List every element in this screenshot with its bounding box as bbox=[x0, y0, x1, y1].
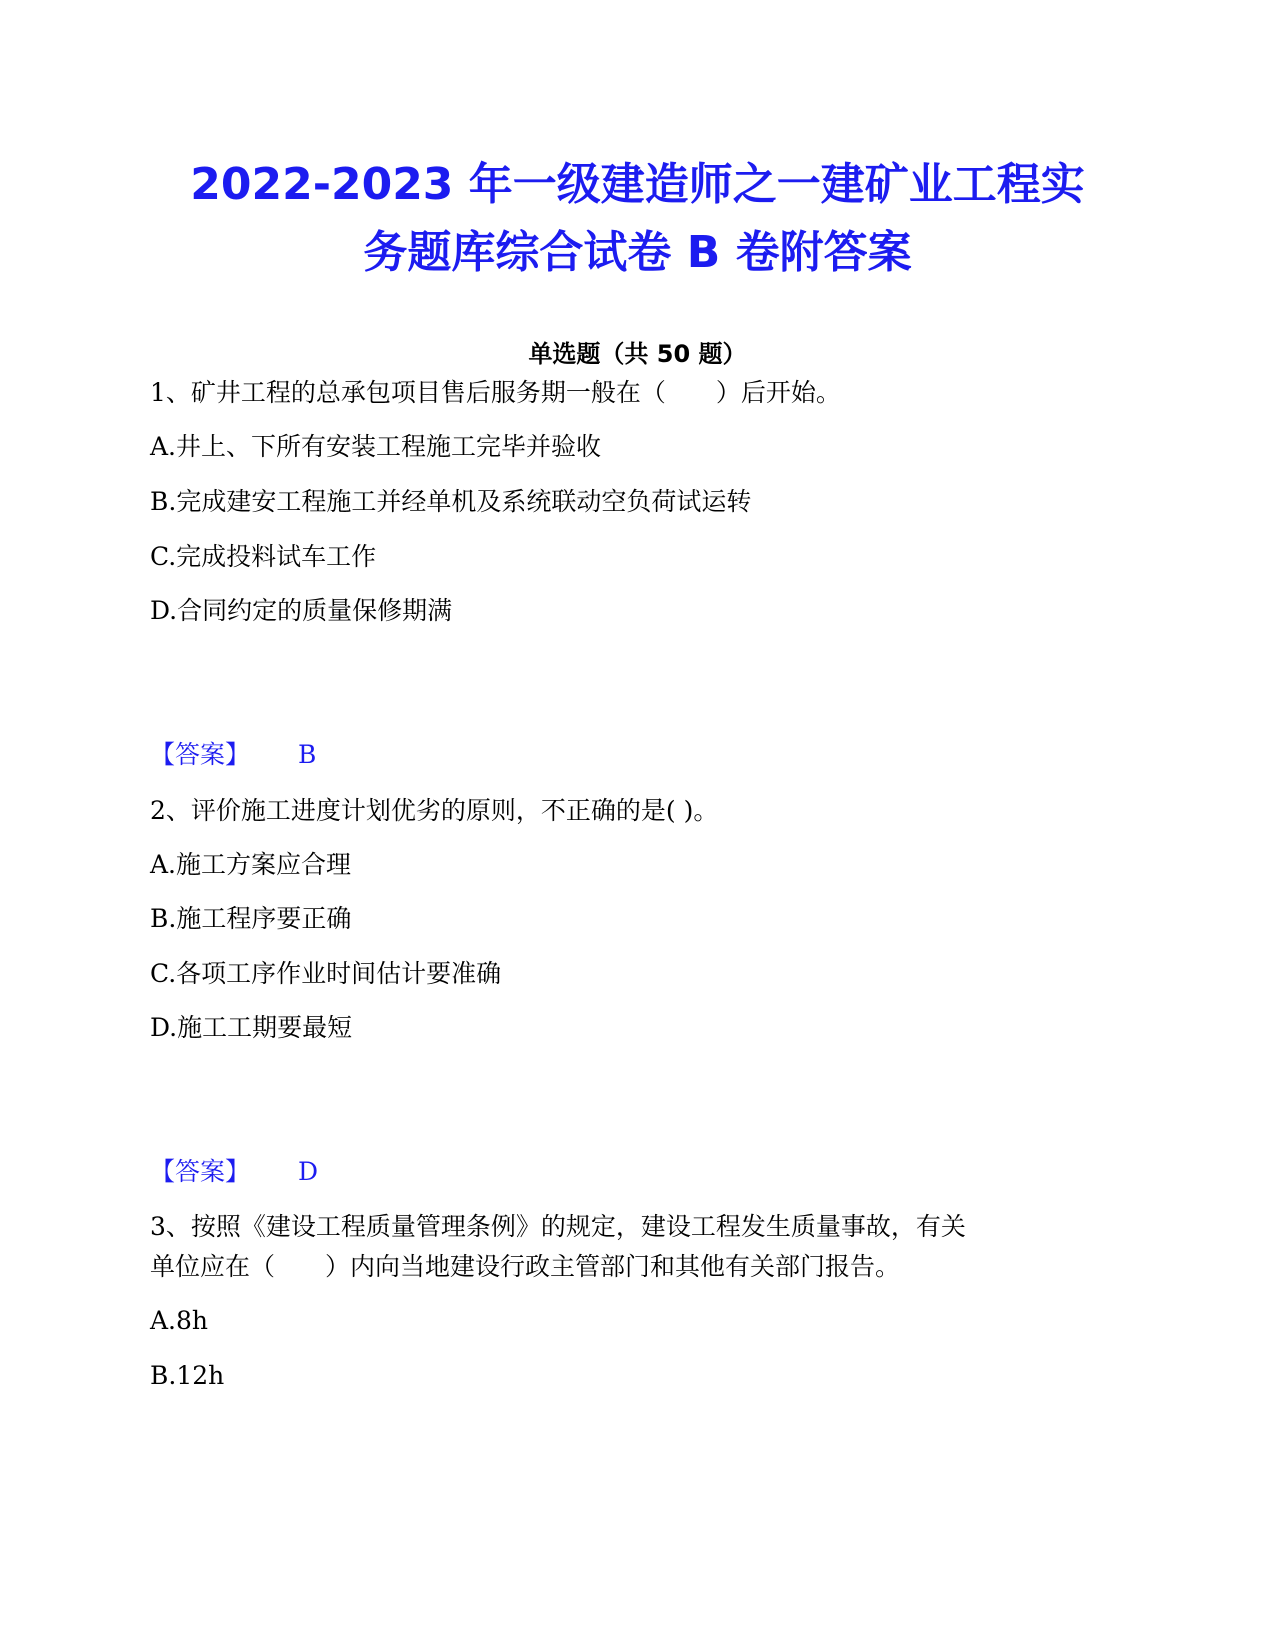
document-title-line-2: 务题库综合试卷 B 卷附答案 bbox=[363, 227, 912, 278]
answer-value: B bbox=[298, 740, 317, 769]
question-3-stem-line-1: 3、按照《建设工程质量管理条例》的规定，建设工程发生质量事故，有关 bbox=[150, 1212, 966, 1241]
question-2-option-d: D.施工工期要最短 bbox=[150, 1013, 353, 1042]
document-title-line-1: 2022-2023 年一级建造师之一建矿业工程实 bbox=[190, 159, 1085, 210]
question-1-option-c: C.完成投料试车工作 bbox=[150, 542, 377, 571]
question-1-option-a: A.井上、下所有安装工程施工完毕并验收 bbox=[150, 432, 602, 461]
question-2-option-b: B.施工程序要正确 bbox=[150, 904, 352, 933]
answer-label: 【答案】 bbox=[150, 740, 251, 769]
question-3-stem-line-2: 单位应在（ ）内向当地建设行政主管部门和其他有关部门报告。 bbox=[150, 1252, 901, 1281]
question-2-option-c: C.各项工序作业时间估计要准确 bbox=[150, 959, 502, 988]
question-1-stem: 1、矿井工程的总承包项目售后服务期一般在（ ）后开始。 bbox=[150, 378, 841, 407]
question-3-option-b: B.12h bbox=[150, 1361, 225, 1390]
question-2-option-a: A.施工方案应合理 bbox=[150, 850, 352, 879]
question-1-option-b: B.完成建安工程施工并经单机及系统联动空负荷试运转 bbox=[150, 487, 752, 516]
question-1-option-d: D.合同约定的质量保修期满 bbox=[150, 596, 453, 625]
question-2-answer bbox=[150, 1153, 318, 1191]
answer-value: D bbox=[298, 1157, 319, 1186]
section-heading: 单选题（共 50 题） bbox=[528, 340, 747, 368]
question-1-answer bbox=[150, 736, 316, 774]
answer-label: 【答案】 bbox=[150, 1157, 251, 1186]
question-2-stem: 2、评价施工进度计划优劣的原则，不正确的是( )。 bbox=[150, 796, 719, 825]
question-3-option-a: A.8h bbox=[150, 1306, 209, 1335]
